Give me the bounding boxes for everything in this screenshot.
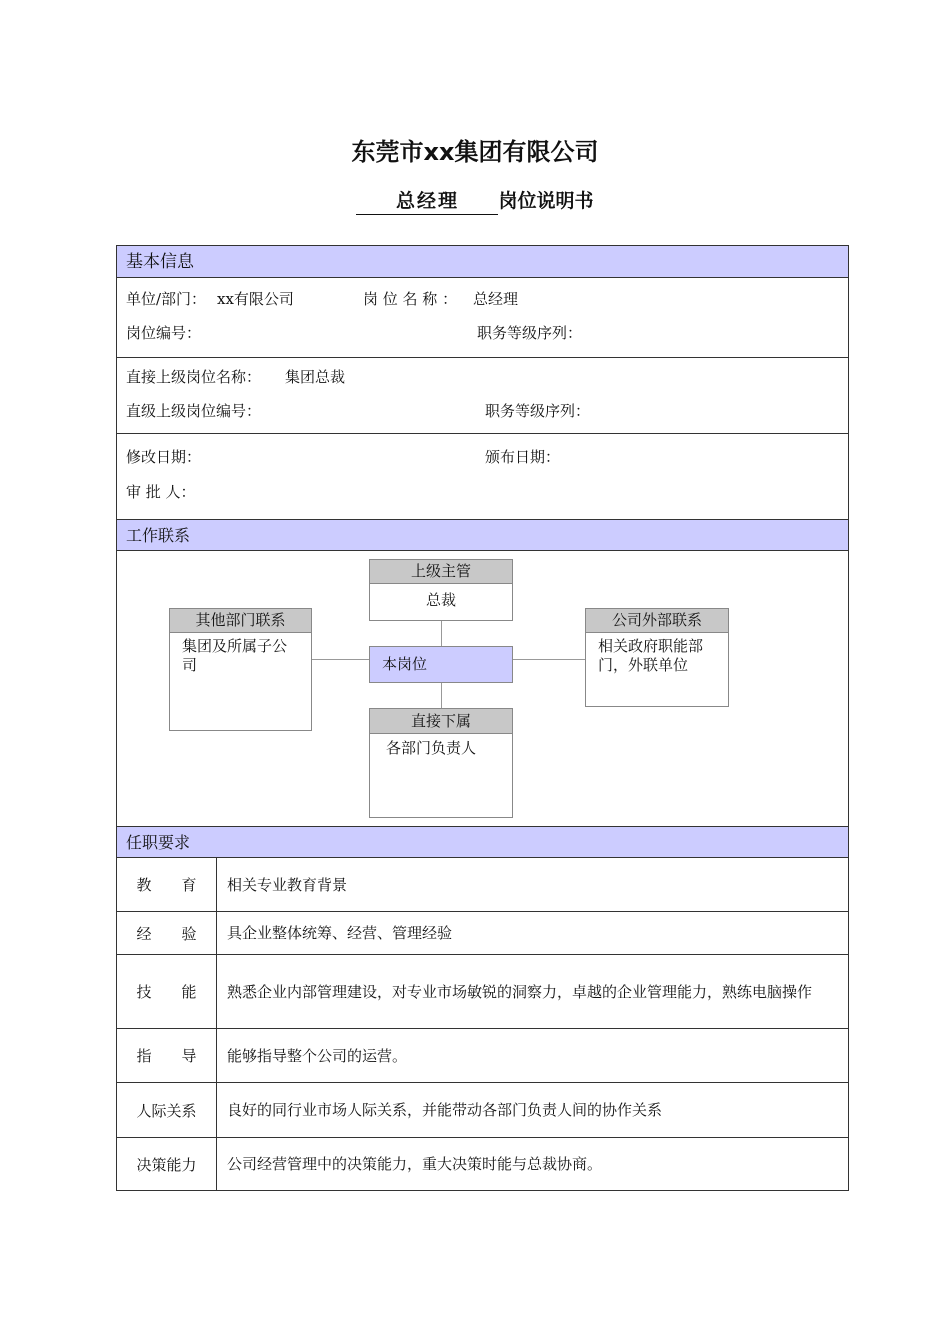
requirement-label: 经 验 <box>117 912 217 954</box>
requirement-row <box>117 1083 848 1138</box>
requirement-value: 具企业整体统筹、经营、管理经验 <box>227 924 453 942</box>
issued-date-label: 颁布日期： <box>485 448 561 466</box>
other-departments-body: 集团及所属子公司 <box>182 637 288 674</box>
requirement-label: 教 育 <box>117 858 217 911</box>
company-title: 东莞市xx集团有限公司 <box>351 138 599 166</box>
requirement-value: 相关专业教育背景 <box>227 875 348 894</box>
requirement-label: 指 导 <box>117 1029 217 1082</box>
requirement-label: 人际关系 <box>117 1083 217 1137</box>
superior-post-number-label: 直级上级岗位编号： <box>126 402 262 420</box>
requirement-row <box>117 955 848 1029</box>
connector-line <box>513 659 585 660</box>
requirement-value: 公司经营管理中的决策能力，重大决策时能与总裁协商。 <box>227 1155 603 1173</box>
subordinate-box <box>369 708 513 818</box>
other-departments-title: 其他部门联系 <box>170 609 311 633</box>
requirement-row <box>117 912 848 955</box>
post-name-value: 总经理 <box>473 290 519 308</box>
requirement-value: 能够指导整个公司的运营。 <box>227 1046 408 1065</box>
connector-line <box>311 659 369 660</box>
external-relations-box <box>585 608 729 707</box>
connector-line <box>441 620 442 646</box>
superior-box-title: 上级主管 <box>370 560 512 584</box>
other-departments-box <box>169 608 312 731</box>
superior-box-body: 总裁 <box>425 591 456 609</box>
document-type: 岗位说明书 <box>498 190 594 212</box>
superior-box <box>369 559 513 621</box>
unit-label: 单位/部门： <box>126 290 207 308</box>
approver-label: 审 批 人： <box>126 483 196 501</box>
requirement-row <box>117 1138 848 1190</box>
requirement-label: 决策能力 <box>117 1138 217 1190</box>
modified-date-label: 修改日期： <box>126 448 202 466</box>
position-name-blank: 总经理 <box>356 186 498 215</box>
grade-sequence-label: 职务等级序列： <box>477 324 583 342</box>
post-number-label: 岗位编号： <box>126 324 202 342</box>
superior-post-name-value: 集团总裁 <box>285 368 346 386</box>
requirement-value: 熟悉企业内部管理建设，对专业市场敏锐的洞察力，卓越的企业管理能力，熟练电脑操作 <box>227 982 813 1001</box>
superior-grade-label: 职务等级序列： <box>485 402 591 420</box>
post-name-label: 岗 位 名 称 ： <box>363 290 458 308</box>
external-relations-body: 相关政府职能部门，外联单位 <box>598 637 704 674</box>
requirement-value: 良好的同行业市场人际关系，并能带动各部门负责人间的协作关系 <box>227 1101 663 1119</box>
section-work-relations: 工作联系 <box>117 519 848 551</box>
requirement-row <box>117 1029 848 1083</box>
current-position-box: 本岗位 <box>369 646 513 683</box>
job-description-table <box>116 245 849 1191</box>
unit-value: xx有限公司 <box>217 290 294 308</box>
document-subtitle <box>0 186 950 215</box>
subordinate-box-body: 各部门负责人 <box>386 739 477 757</box>
superior-post-name-label: 直接上级岗位名称： <box>126 368 262 386</box>
section-requirements: 任职要求 <box>117 826 848 858</box>
requirement-label: 技 能 <box>117 955 217 1028</box>
subordinate-box-title: 直接下属 <box>370 709 512 734</box>
requirement-row <box>117 858 848 912</box>
external-relations-title: 公司外部联系 <box>586 609 728 633</box>
divider <box>117 433 848 434</box>
section-basic-info: 基本信息 <box>117 246 848 278</box>
divider <box>117 357 848 358</box>
connector-line <box>441 682 442 708</box>
